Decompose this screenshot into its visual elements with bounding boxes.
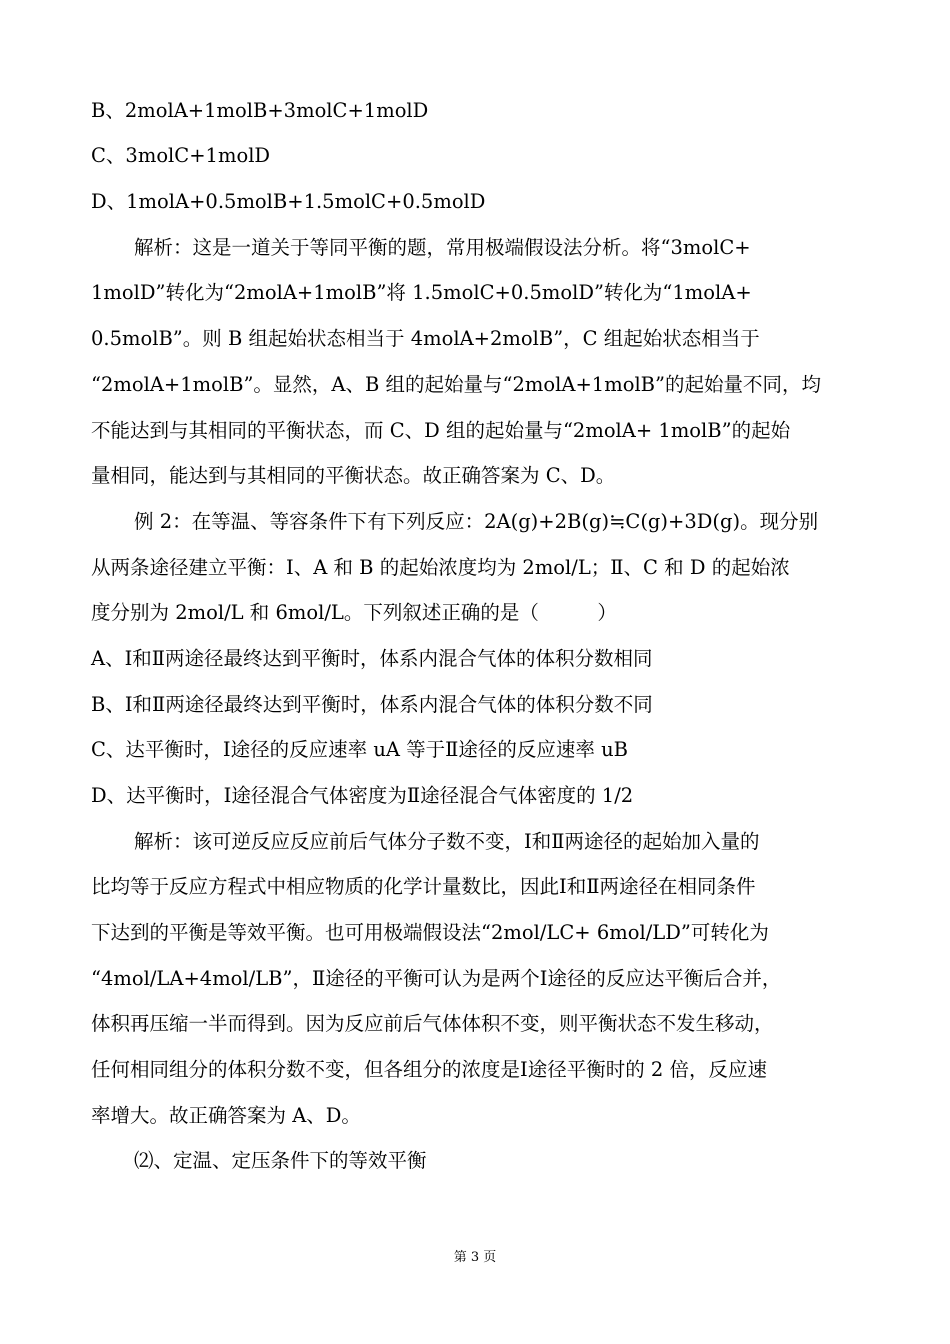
analysis-1-line: 1molD”转化为“2molA+1molB”将 1.5molC+0.5molD”转化为“1molA+	[91, 281, 752, 304]
analysis-1-line: 0.5molB”。则 B 组起始状态相当于 4molA+2molB”，C 组起始状态相当于	[91, 327, 760, 350]
analysis-2-line: 任何相同组分的体积分数不变，但各组分的浓度是Ⅰ途径平衡时的 2 倍，反应速	[91, 1058, 768, 1081]
analysis-1-line: 不能达到与其相同的平衡状态，而 C、D 组的起始量与“2molA+ 1molB”的起始	[91, 419, 791, 442]
example-2-option-b: B、Ⅰ和Ⅱ两途径最终达到平衡时，体系内混合气体的体积分数不同	[91, 693, 653, 716]
analysis-2-line: 下达到的平衡是等效平衡。也可用极端假设法“2mol/LC+ 6mol/LD”可转化为	[91, 921, 769, 944]
analysis-2-line: “4mol/LA+4mol/LB”，Ⅱ途径的平衡可认为是两个Ⅰ途径的反应达平衡后合并，	[91, 967, 782, 990]
option-c: C、3molC+1molD	[91, 144, 271, 167]
page-number: 第 3 页	[453, 1250, 497, 1265]
example-2-line: 度分别为 2mol/L 和 6mol/L。下列叙述正确的是（ ）	[91, 601, 617, 624]
option-d: D、1molA+0.5molB+1.5molC+0.5molD	[91, 190, 486, 213]
analysis-1-line: 量相同，能达到与其相同的平衡状态。故正确答案为 C、D。	[91, 464, 616, 487]
example-2-line: 例 2：在等温、等容条件下有下列反应：2A(g)+2B(g)≒C(g)+3D(g)。现分别	[134, 510, 819, 533]
analysis-2-line: 率增大。故正确答案为 A、D。	[91, 1104, 361, 1127]
analysis-2-line: 体积再压缩一半而得到。因为反应前后气体体积不变，则平衡状态不发生移动，	[91, 1012, 774, 1035]
example-2-option-c: C、达平衡时，Ⅰ途径的反应速率 uA 等于Ⅱ途径的反应速率 uB	[91, 738, 629, 761]
analysis-2-line: 解析：该可逆反应反应前后气体分子数不变，Ⅰ和Ⅱ两途径的起始加入量的	[134, 830, 760, 853]
option-b: B、2molA+1molB+3molC+1molD	[91, 99, 429, 122]
analysis-1-line: 解析：这是一道关于等同平衡的题，常用极端假设法分析。将“3molC+	[134, 236, 751, 259]
example-2-option-d: D、达平衡时，Ⅰ途径混合气体密度为Ⅱ途径混合气体密度的 1/2	[91, 784, 634, 807]
section-heading: ⑵、定温、定压条件下的等效平衡	[134, 1149, 427, 1172]
example-2-option-a: A、Ⅰ和Ⅱ两途径最终达到平衡时，体系内混合气体的体积分数相同	[91, 647, 653, 670]
analysis-1-line: “2molA+1molB”。显然，A、B 组的起始量与“2molA+1molB”的起始量不同，均	[91, 373, 821, 396]
analysis-2-line: 比均等于反应方程式中相应物质的化学计量数比，因此Ⅰ和Ⅱ两途径在相同条件	[91, 875, 756, 898]
example-2-line: 从两条途径建立平衡：Ⅰ、A 和 B 的起始浓度均为 2mol/L；Ⅱ、C 和 D 的起始浓	[91, 556, 790, 579]
